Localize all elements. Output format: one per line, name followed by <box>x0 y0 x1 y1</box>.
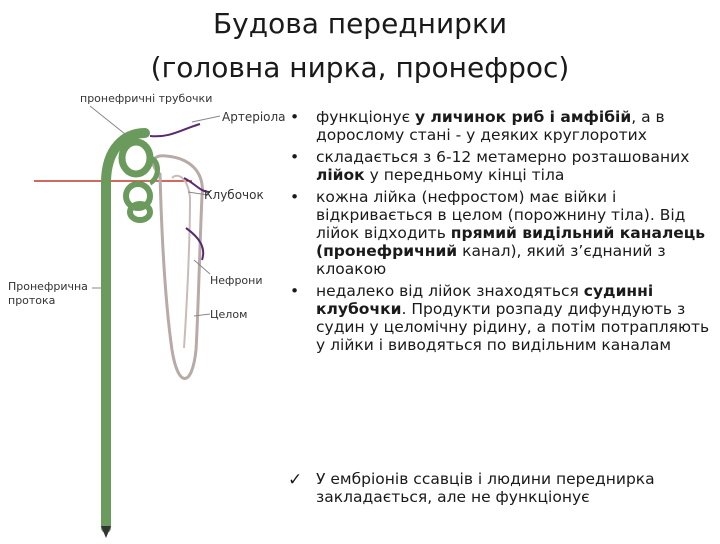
checkmark-icon: ✓ <box>288 470 303 490</box>
pronephros-diagram <box>0 88 290 540</box>
label-duct-line2: протока <box>8 294 56 307</box>
label-arteriole: Артеріола <box>222 110 286 124</box>
bullet-icon: • <box>290 188 300 206</box>
note-block <box>282 470 714 506</box>
facts-list <box>282 108 714 358</box>
coelom-inner <box>172 176 190 348</box>
label-duct-line1: Пронефрична <box>8 280 88 293</box>
fact-item <box>282 188 714 278</box>
fact-item <box>282 148 714 184</box>
tubule-coil-1 <box>122 142 150 174</box>
bullet-icon: • <box>290 148 300 166</box>
fact-item <box>282 108 714 144</box>
fact-text: функціонує у личинок риб і амфібій, а в дорослому стані - у деяких круглоротих <box>316 108 665 144</box>
fact-text: кожна лійка (нефростом) має війки і відкривається в целом (порожнину тіла). Від лійок відходить прямий видільний каналець (пронефричний канал), який з’єднаний з клоакою <box>316 188 706 278</box>
page-title-line1: Будова переднирки <box>212 7 508 40</box>
down-arrow-icon <box>101 526 111 538</box>
bullet-icon: • <box>290 108 300 126</box>
leader-tubules <box>90 106 125 134</box>
label-coelom: Целом <box>210 308 248 321</box>
note-text: У ембріонів ссавців і людини переднирка закладається, але не функціонує <box>316 470 655 506</box>
arteriole-upper <box>150 124 200 136</box>
label-tubules: пронефричні трубочки <box>80 92 213 105</box>
bullet-icon: • <box>290 282 300 300</box>
label-nephrons: Нефрони <box>210 274 263 287</box>
coelom-outline <box>153 156 202 379</box>
leader-arteriole <box>192 116 220 122</box>
label-glomerulus: Клубочок <box>204 188 264 202</box>
fact-text: недалеко від лійок знаходяться судинні клубочки. Продукти розпаду дифундують з судин у целомічну рідину, а потім потрапляють у лійки і виводяться по видільним каналам <box>316 282 710 354</box>
tubule-coil-3 <box>130 204 150 220</box>
leader-nephrons <box>194 260 210 274</box>
fact-text: складається з 6-12 метамерно розташованих лійок у передньому кінці тіла <box>316 148 690 184</box>
fact-item <box>282 282 714 354</box>
page-title-line2: (головна нирка, пронефрос) <box>150 51 570 84</box>
